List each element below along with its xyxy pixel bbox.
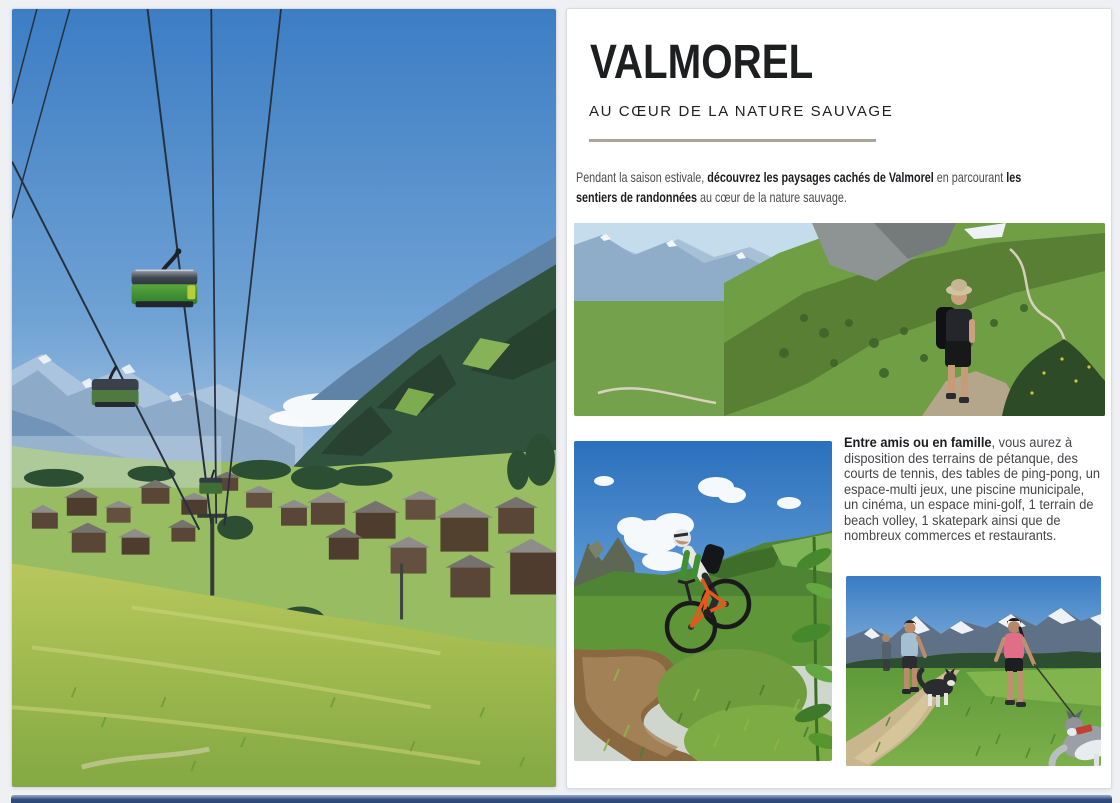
mountain-bike-photo bbox=[574, 441, 832, 761]
title-divider bbox=[589, 139, 876, 142]
intro-text: Pendant la saison estivale, bbox=[576, 169, 708, 185]
next-page-preview bbox=[11, 795, 1112, 803]
intro-bold-2: les sentiers de randonnées bbox=[576, 169, 1022, 205]
activities-bold: Entre amis ou en famille bbox=[844, 435, 992, 450]
page-right bbox=[566, 8, 1112, 789]
chairlift-photo bbox=[12, 9, 556, 787]
page-title: VALMOREL bbox=[590, 36, 814, 89]
intro-bold-1: découvrez les paysages cachés de Valmorel bbox=[707, 169, 934, 185]
dog-walking-image bbox=[846, 576, 1101, 766]
page-subtitle: AU CŒUR DE LA NATURE SAUVAGE bbox=[589, 103, 894, 120]
intro-paragraph bbox=[576, 167, 1053, 207]
activities-text: , vous aurez à disposition des terrains de pétanque, des courts de tennis, des tables de ping-pong, un espace-multi jeux, une piscine municipale, un cinéma, un espace mini-golf, 1 terrain de beach volley, 1 skatepark ainsi que de nombreux commerces et restaurants. bbox=[844, 435, 1100, 543]
intro-text-end: au cœur de la nature sauvage. bbox=[697, 189, 847, 205]
hiker-panorama-photo bbox=[574, 223, 1105, 416]
hiker-panorama-image bbox=[574, 223, 1105, 416]
activities-paragraph bbox=[844, 435, 1101, 544]
mountain-bike-image bbox=[574, 441, 832, 761]
dog-walking-photo bbox=[846, 576, 1101, 766]
page-left-photo bbox=[11, 8, 557, 788]
intro-text-mid: en parcourant bbox=[933, 169, 1007, 185]
background-walker bbox=[882, 634, 891, 671]
